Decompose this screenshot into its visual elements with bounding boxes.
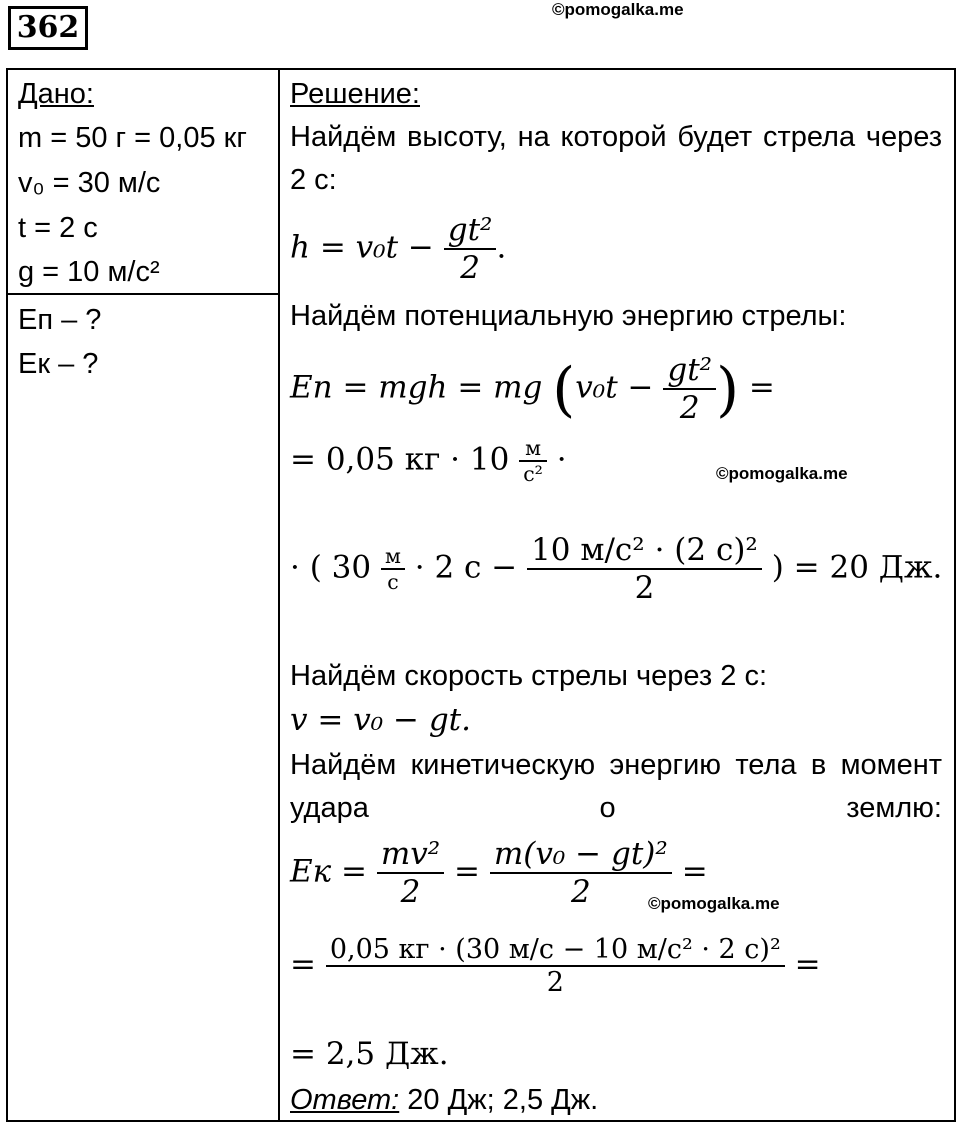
eq-ek-fraction1 [377, 836, 444, 910]
eq-ep2-end: · [556, 441, 567, 478]
equation-kinetic-line2 [290, 934, 821, 998]
eq-ek-mid: = [454, 853, 481, 890]
given-gravity: g = 10 м/с² [18, 256, 160, 288]
given-velocity: v₀ = 30 м/с [18, 167, 161, 199]
eq-ek-num2: m(v₀ − gt)² [493, 836, 668, 872]
eq-ep3-end: ) = 20 Дж. [771, 549, 943, 586]
eq-ep-end: = [748, 369, 775, 406]
solution-heading: Решение: [290, 78, 420, 110]
equation-potential-energy: Eп = mgh = mg (v₀t − $\frac{\text{gt²}}{2}$ ) = [290, 352, 775, 426]
equation-potential-line3 [290, 532, 942, 606]
unknown-potential-energy: Eп – ? [18, 304, 102, 336]
eq-ek-den1: 2 [377, 872, 444, 910]
given-heading: Дано: [18, 78, 94, 110]
eq-ep-fraction [663, 352, 716, 426]
eq-ek-num1: mv² [380, 836, 441, 872]
eq-ek2-num: 0,05 кг · (30 м/с − 10 м/с² · 2 с)² [329, 934, 781, 965]
equation-potential-line2 [290, 436, 567, 486]
eq-h-num: gt² [447, 212, 493, 248]
eq-ep-den: 2 [663, 388, 716, 426]
given-divider [6, 293, 280, 295]
eq-ep-num: gt² [667, 352, 713, 388]
eq-ek-den2: 2 [490, 872, 672, 910]
eq-ep2-unit [519, 436, 547, 486]
problem-number: 362 [8, 6, 88, 50]
eq-ep3-b: · 2 с − [414, 549, 518, 586]
given-time: t = 2 с [18, 212, 98, 244]
eq-ep-lhs: Eп = mgh = mg [290, 369, 543, 406]
eq-ek2-end: = [794, 946, 821, 983]
eq-ep3-den: 2 [527, 568, 762, 606]
given-mass: m = 50 г = 0,05 кг [18, 122, 247, 154]
eq-ep3-num: 10 м/с² · (2 с)² [531, 532, 758, 568]
eq-ep-inner: v₀t − [575, 369, 654, 406]
eq-ep3-unit-den: с [381, 568, 405, 594]
answer-text: 20 Дж; 2,5 Дж. [399, 1084, 599, 1116]
eq-ek-fraction2 [490, 836, 672, 910]
step-kinetic-text: Найдём кинетическую энергию тела в момент удара о землю: [290, 749, 942, 824]
equation-velocity: v = v₀ − gt. [290, 702, 471, 738]
eq-ek2-lhs: = [290, 946, 316, 983]
eq-ep3-unit-num: м [384, 544, 401, 568]
eq-ep2-a: = 0,05 кг · 10 [290, 441, 510, 478]
unknown-kinetic-energy: Eк – ? [18, 348, 99, 380]
eq-ep2-unit-num: м [525, 436, 541, 460]
equation-kinetic-energy [290, 836, 708, 910]
equation-height [290, 212, 506, 286]
answer-line [290, 1082, 598, 1118]
eq-h-lhs: h = v₀t − [290, 229, 434, 266]
eq-ep2-unit-den: с² [519, 460, 547, 486]
eq-h-end: . [496, 229, 507, 266]
eq-ek-end: = [681, 853, 708, 890]
column-divider [278, 68, 280, 1122]
eq-ek2-den: 2 [326, 965, 785, 998]
step-velocity-text: Найдём скорость стрелы через 2 с: [290, 660, 768, 692]
eq-ek-lhs: Eк = [290, 853, 367, 890]
step-height-text: Найдём высоту, на которой будет стрела через 2 с: [290, 121, 942, 196]
watermark-middle: ©pomogalka.me [716, 464, 848, 483]
eq-ep3-fraction [527, 532, 762, 606]
eq-ek2-fraction [326, 934, 785, 998]
eq-ep3-unit [381, 544, 405, 594]
eq-h-fraction [444, 212, 497, 286]
answer-label: Ответ: [290, 1084, 400, 1116]
eq-h-den: 2 [444, 248, 497, 286]
equation-kinetic-result: = 2,5 Дж. [290, 1036, 449, 1072]
step-potential-text: Найдём потенциальную энергию стрелы: [290, 300, 847, 332]
watermark-bottom: ©pomogalka.me [648, 894, 780, 913]
watermark-top: ©pomogalka.me [552, 0, 684, 19]
eq-ep3-a: · ( 30 [290, 549, 372, 586]
